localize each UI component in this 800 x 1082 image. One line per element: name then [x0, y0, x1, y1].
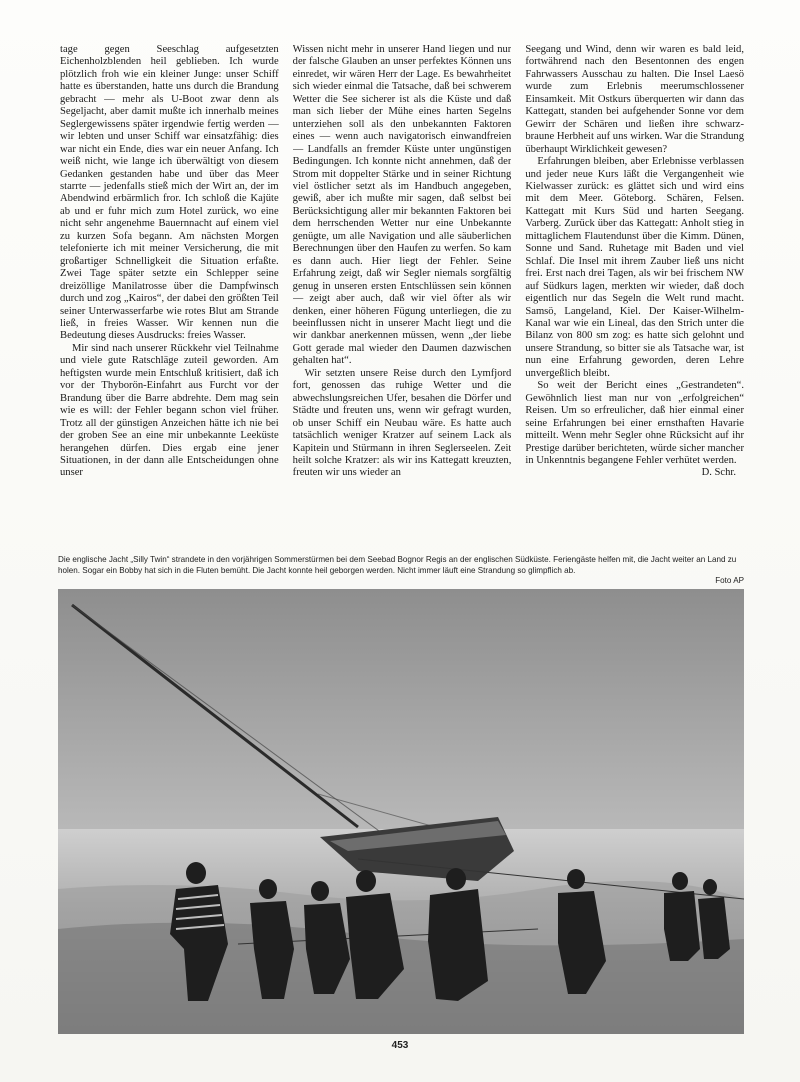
paragraph: tage gegen Seeschlag aufgesetzten Eichenholzblenden heil geblieben. Ich wurde plötzlich froh wie ein kleiner Junge: unser Schiff hatte es überstanden, hatte uns durch die Brandung gebracht — mehr als U-Boot zwar denn als Segeljacht, aber damit mußte ich innerhalb meines Seglergewissens später irgendwie fertig werden — wir lebten und unser Schiff war einsatzfähig: dies war nicht ein Ende, dies war ein neuer Anfang. Ich weiß nicht, wie lange ich überwältigt von diesem Gedanken gestanden habe und über das Meer starrte — jedenfalls stieß mich der Wirt an, der im Abendwind erbärmlich fror. Ich schloß die Kajüte ab und er fuhr mich zum Hotel zurück, wo eine nicht sehr angenehme Bauernnacht auf einem viel zu kurzen Sofa begann. Am nächsten Morgen telefonierte ich mit meiner Versicherung, die mit großartiger Schnelligkeit die Situation erfaßte. Zwei Tage später setzte ein Schlepper seine dreizöllige Manilatrosse über die Dampfwinsch durch und zog „Kairos“, der dabei den größten Teil seiner Unterwasserfarbe wie rotes Blut am Strande ließ, in freies Wasser. Wir kennen nun die Bedeutung dieses Ausdrucks: freies Wasser. [60, 44, 279, 342]
article-columns [60, 44, 744, 548]
paragraph: Erfahrungen bleiben, aber Erlebnisse verblassen und jeder neue Kurs läßt die Vergangenheit wie Kielwasser zurück: es glättet sich und wird eins mit dem Meer. Göteborg. Schären, Felsen. Kattegatt mit Kurs Süd und harten Seegang. Varberg. Zurück über das Kattegatt: Anholt stieg in mittaglichem Flautendunst über die Kimm. Dünen, Sonne und Sand. Ruhetage mit Baden und viel Schlaf. Die Insel mit ihrem Zauber ließ uns nicht frei. Erst nach drei Tagen, als wir bei frischem NW auf Südkurs lagen, merkten wir wieder, daß doch eigentlich nur das Segeln die Welt rund macht. Samsö, Langeland, Kiel. Der Kaiser-Wilhelm-Kanal war wie ein Lineal, das den Strich unter die Bilanz von 800 sm zog: es hatte sich gelohnt und unsere Strandung, so bitter sie als Tatsache war, ist nun eine Erfahrung geworden, deren Lehre unvergeßlich bleibt. [525, 156, 745, 379]
paragraph: Wissen nicht mehr in unserer Hand liegen und nur der falsche Glauben an unser perfektes Können uns einredet, wir wären Herr der Lage. Es bewahrheitet sich wieder einmal die Tatsache, daß bei schwerem Wetter die See sicherer ist als die Küste und daß man sich lieber der Mühe eines harten Segelns unterziehen soll als den unbekannten Faktoren eines — wenn auch navigatorisch einwandfreien — Landfalls an fremder Küste unter ungünstigen Bedingungen. Ich konnte nicht annehmen, daß der Strom mit doppelter Stärke und in seiner Richtung viel östlicher setzt als im Handbuch angegeben, gewiß, aber ich mußte mir sagen, daß selbst bei Berücksichtigung aller mir bekannten Faktoren bei dem herrschenden Wetter nur eine Unbekannte genügte, um alle Navigation und alle säuberlichen Berechnungen über den Haufen zu werfen. So kam es dann auch. Hier liegt der Fehler. Seine Erfahrung zeigt, daß wir Segler niemals sorgfältig genug in unseren ersten Entschlüssen sein können — zeigt aber auch, daß wir viel öfter als wir denken, einer höheren Fügung unterliegen, die zu beeinflussen nicht in unserer Macht liegt und die wir dankbar anerkennen müssen, wenn „der liebe Gott gerade mal wieder den Daumen dazwischen gehalten hat“. [292, 44, 512, 367]
article-column-2 [293, 44, 512, 548]
paragraph: So weit der Bericht eines „Gestrandeten“. Gewöhnlich liest man nur von „erfolgreichen“ Reisen. Um so erfreulicher, daß hier einmal einer seine Erfahrungen bei einer ernsthaften Havarie mitteilt. Wenn mehr Segler ohne Rücksicht auf ihr Prestige darüber berichteten, würde sicher mancher in Unkenntnis begangene Fehler verhütet werden. [525, 380, 745, 466]
page-number: 453 [391, 1040, 409, 1051]
author-signature: D. Schr. [701, 467, 737, 479]
paragraph: Seegang und Wind, denn wir waren es bald leid, fortwährend nach den Besentonnen des engen Fahrwassers Ausschau zu halten. Die Insel Laesö wurde zum Erlebnis meerumschlossener Einsamkeit. Mit Ostkurs überquerten wir dann das Kattegatt, standen bei aufgehender Sonne vor dem Gewirr der Schären und ließen ihre schwarz-braune Herbheit auf uns wirken. War die Strandung überhaupt Wirklichkeit gewesen? [525, 44, 745, 155]
article-column-1 [60, 44, 279, 548]
paragraph: Mir sind nach unserer Rückkehr viel Teilnahme und viele gute Ratschläge zuteil geworden. Am heftigsten wurde mein Entschluß kritisiert, daß ich vor der Thyborön-Einfahrt aus Furcht vor der Brandung über die Barre abdrehte. Dem mag sein wie es will: der Fehler begann schon viel früher. Trotz all der günstigen Anzeichen hätte ich nie bei der groben See an eine mir unbekannte Leeküste herangehen dürfen. Dies ergab eine jener Situationen, in der dann alle Entscheidungen ohne unser [60, 342, 279, 479]
article-column-3 [525, 44, 744, 548]
paragraph: Wir setzten unsere Reise durch den Lymfjord fort, genossen das ruhige Wetter und die abwechslungsreichen Ufer, besahen die Dörfer und Städte und freuten uns, wenn wir gefragt wurden, ob unser Schiff ein Neubau wäre. Es hatte auch tatsächlich weniger Kratzer auf seinem Lack als Kapitein und Stürmann in ihren Seglerseelen. Zeit heilt solche Kratzer: als wir ins Kattegatt kreuzten, freuten wir uns wieder an [292, 367, 512, 479]
stranded-yacht-photo [58, 589, 744, 1034]
photo-caption: Die englische Jacht „Silly Twin“ strandete in den vorjährigen Sommerstürmen bei dem Seebad Bognor Regis an der englischen Südküste. Feriengäste helfen mit, die Jacht weiter an Land zu holen. Sogar ein Bobby hat sich in die Fluten bemüht. Die Jacht konnte heil geborgen werden. Nicht immer läuft eine Strandung so glimpflich ab. [58, 555, 737, 575]
photo-illustration [58, 589, 744, 1034]
photo-credit: Foto AP [715, 576, 744, 585]
